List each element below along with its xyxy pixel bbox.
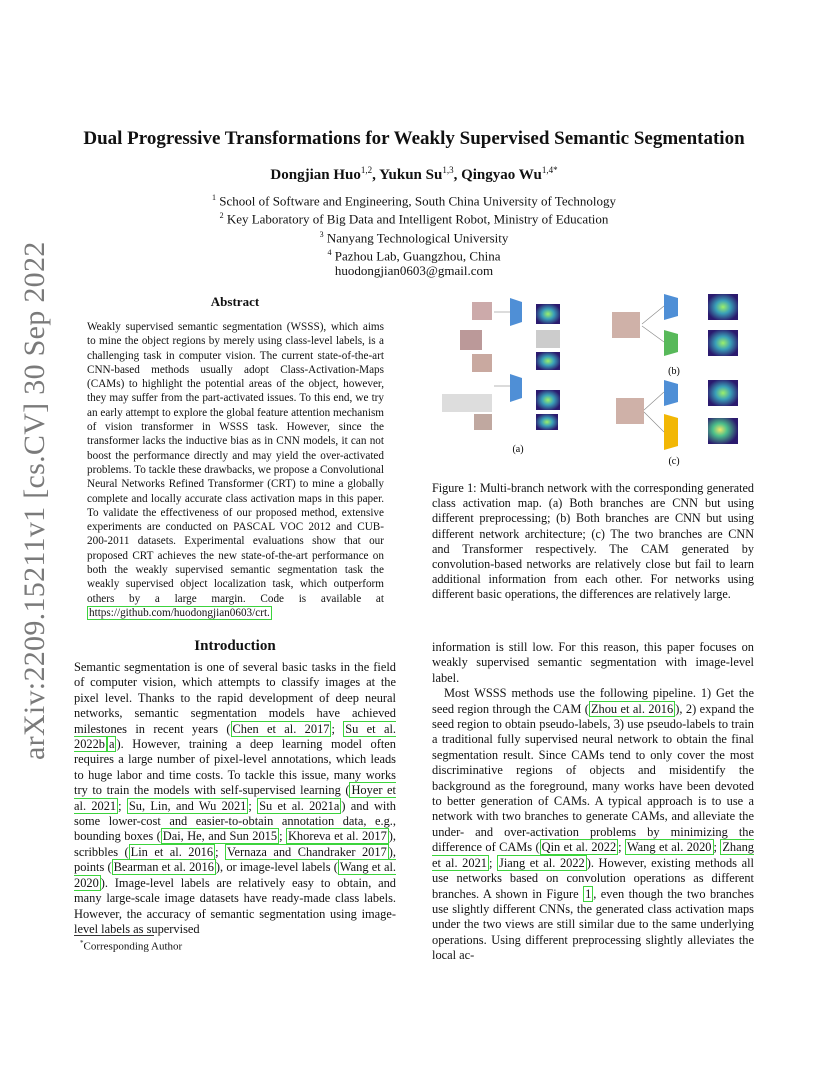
affiliation: $^2$ Key Laboratory of Big Data and Intelligent Robot, Ministry of Education bbox=[219, 211, 609, 227]
affiliation: $^1$ School of Software and Engineering, South China University of Technology bbox=[212, 193, 616, 209]
citation-link[interactable]: Hoyer et al. 2021 bbox=[74, 783, 396, 813]
citation-link[interactable]: Wang et al. 2020 bbox=[74, 860, 396, 890]
figure-1 bbox=[432, 286, 754, 472]
paragraph: Most WSSS methods use the following pipeline. 1) Get the seed region through the CAM ( Zhou et al. 2016 ), 2) expand the seed region to obtain pseudo-labels, 3) use pseudo-labels to train a traditional fully supervised neural network to obtain the final segmentation result. Since CAMs tend to only cover the most discriminative regions of objects and misidentify the background as the foreground, many works have been devoted to better generation of CAMs. A typical approach is to use a network with two branches to generate CAMs, and alleviate the under- and over-activation problems by minimizing the difference of CAMs ( Qin et al. 2022 ; Wang et al. 2020 ; Zhang et al. 2021 ; Jiang et al. 2022 ). However, existing methods all use networks based on convolution operations as different branches. A shown in Figure 1 , even though the two branches use slightly different CNNs, the generated class activation maps under the two views are still similar due to the same underlying operations. Using different preprocessing slightly alleviates the local ac- bbox=[432, 686, 754, 963]
author-name: Dongjian Huo bbox=[270, 167, 361, 183]
intro-paragraph: Semantic segmentation is one of several basic tasks in the field of computer vision, which attempts to classify images at the pixel level. Thanks to the rapid development of deep neural networks, semantic segmentation models have achieved milestones in recent years ( Chen et al. 2017 ; Su et al. 2022b a ). However, training a deep learning model often requires a large number of pixel-level annotations, which leads to huge labor and time costs. To tackle this issue, many works try to train the models with self-supervised learning ( Hoyer et al. 2021 ; Su, Lin, and Wu 2021 ; Su et al. 2021a ) and with some lower-cost and easier-to-obtain annotation data, e.g., bounding boxes ( Dai, He, and Sun 2015 ; Khoreva et al. 2017 ), scribbles ( Lin et al. 2016 ; Vernaza and Chandraker 2017 ), points ( Bearman et al. 2016 ), or image-level labels ( Wang et al. 2020 ). Image-level labels are relatively easy to obtain, and many large-scale image datasets have ready-made class labels. However, the accuracy of semantic segmentation using image-level labels as supervised bbox=[74, 660, 397, 936]
panel-b bbox=[612, 294, 738, 377]
citation-link[interactable]: Qin et al. 2022 bbox=[541, 840, 617, 855]
input-image-thumb bbox=[472, 354, 492, 372]
panel-a bbox=[442, 298, 560, 455]
cnn-block bbox=[510, 298, 522, 326]
cam-heatmap bbox=[536, 390, 560, 410]
cnn-block bbox=[664, 330, 678, 356]
input-image-thumb bbox=[474, 414, 492, 430]
cam-heatmap bbox=[536, 352, 560, 370]
cam-heatmap bbox=[708, 330, 738, 356]
citation-link[interactable]: Su, Lin, and Wu 2021 bbox=[128, 798, 247, 813]
citation-link[interactable]: Khoreva et al. 2017 bbox=[287, 829, 387, 844]
figure-ref-link[interactable]: 1 bbox=[585, 886, 592, 901]
input-image-thumb bbox=[616, 398, 644, 424]
cnn-block bbox=[510, 374, 522, 402]
author-name: Qingyao Wu bbox=[461, 167, 542, 183]
citation-link[interactable]: Dai, He, and Sun 2015 bbox=[162, 829, 278, 844]
author-list: Dongjian Huo$^{1,2}$, Yukun Su$^{1,3}$, Qingyao $Wu^{1,4*}$ bbox=[270, 165, 558, 183]
paragraph: information is still low. For this reason, this paper focuses on weakly supervised semantic segmentation with image-level label. bbox=[432, 640, 754, 685]
citation-link[interactable]: Vernaza and Chandraker 2017 bbox=[226, 844, 387, 859]
cam-heatmap bbox=[708, 380, 738, 406]
panel-c bbox=[616, 380, 738, 467]
arxiv-stamp: arXiv:2209.15211v1 [cs.CV] 30 Sep 2022 bbox=[18, 241, 51, 760]
abstract-text: Weakly supervised semantic segmentation (WSSS), which aims to mine the object regions by merely using class-level labels, is a challenging task in computer vision. The current state-of-the-art CNN-based methods usually adopt Class-Activation-Maps (CAMs) to highlight the potential areas of the object, however, they may suffer from the part-activated issues. To this end, we try an early attempt to explore the global feature attention mechanism of vision transformer in WSSS task. However, since the transformer lacks the inductive bias as in CNN models, it can not boost the performance directly and may yield the over-activated problems. To tackle these drawbacks, we propose a Convolutional Neural Networks Refined Transformer (CRT) to mine a globally complete and locally accurate class activation maps in this paper. To validate the effectiveness of our proposed method, extensive experiments are conducted on PASCAL VOC 2012 and CUB-200-2011 datasets. Experimental evaluations show that our proposed CRT achieves the new state-of-the-art performance on both the weakly supervised semantic segmentation task the weakly supervised object localization task, which outperform others by a large margin. Code is available at https://github.com/huodongjian0603/crt. bbox=[87, 321, 384, 619]
paper-title: Dual Progressive Transformations for Weakly Supervised Semantic Segmentation bbox=[83, 128, 745, 149]
citation-link[interactable]: a bbox=[108, 737, 115, 752]
citation-link[interactable]: Jiang et al. 2022 bbox=[499, 855, 585, 870]
label-a: (a) bbox=[512, 444, 524, 455]
citation-link[interactable]: Su et al. 2022b bbox=[74, 721, 396, 752]
input-image-thumb bbox=[472, 302, 492, 320]
citation-link[interactable]: Zhang et al. 2021 bbox=[432, 840, 754, 870]
patch-grid bbox=[442, 394, 492, 412]
author-sup: 1,2 bbox=[360, 165, 373, 175]
footnote-rule bbox=[74, 935, 154, 936]
label-c: (c) bbox=[668, 456, 680, 467]
code-link[interactable]: https://github.com/huodongjian0603/crt. bbox=[89, 606, 270, 619]
cnn-block bbox=[664, 294, 678, 320]
cnn-block bbox=[664, 380, 678, 406]
figure-1-graphic bbox=[432, 286, 754, 472]
input-image-thumb bbox=[460, 330, 482, 350]
citation-link[interactable]: Wang et al. 2020 bbox=[626, 840, 712, 855]
affiliation: $^4$ Pazhou Lab, Guangzhou, China bbox=[327, 247, 501, 264]
cam-heatmap bbox=[708, 418, 738, 444]
cam-heatmap bbox=[536, 304, 560, 324]
author-sup: 1,3 bbox=[442, 165, 454, 175]
citation-link[interactable]: Zhou et al. 2016 bbox=[590, 701, 674, 716]
cam-image bbox=[536, 330, 560, 348]
input-image-thumb bbox=[612, 312, 640, 338]
transformer-block bbox=[664, 414, 678, 450]
right-column-text bbox=[432, 640, 754, 964]
introduction-heading: Introduction bbox=[194, 638, 276, 654]
citation-link[interactable]: Chen et al. 2017 bbox=[232, 721, 330, 736]
author-sup: 1,4* bbox=[541, 165, 558, 175]
citation-link[interactable]: Bearman et al. 2016 bbox=[113, 860, 214, 875]
email: huodongjian0603@gmail.com bbox=[334, 263, 494, 279]
abstract-heading: Abstract bbox=[210, 294, 260, 309]
affiliations bbox=[0, 190, 828, 278]
label-b: (b) bbox=[668, 366, 680, 377]
author-name: Yukun Su bbox=[379, 167, 443, 183]
affiliation: $^3$ Nanyang Technological University bbox=[319, 229, 509, 245]
cam-heatmap bbox=[708, 294, 738, 320]
figure-caption: Figure 1: Multi-branch network with the corresponding generated class activation map. (a) Both branches are CNN but using different preprocessing; (b) Both branches are CNN but using different network architecture; (c) The two branches are CNN and Transformer respectively. The CAM generated by convolution-based networks are relatively close but fail to learn additional information from each other. For networks using different basic operations, the differences are relatively large. bbox=[432, 481, 754, 602]
citation-link[interactable]: Su et al. 2021a bbox=[259, 798, 340, 813]
citation-link[interactable]: Lin et al. 2016 bbox=[130, 844, 214, 859]
footnote: *Corresponding Author bbox=[80, 939, 183, 953]
cam-heatmap bbox=[536, 414, 558, 430]
